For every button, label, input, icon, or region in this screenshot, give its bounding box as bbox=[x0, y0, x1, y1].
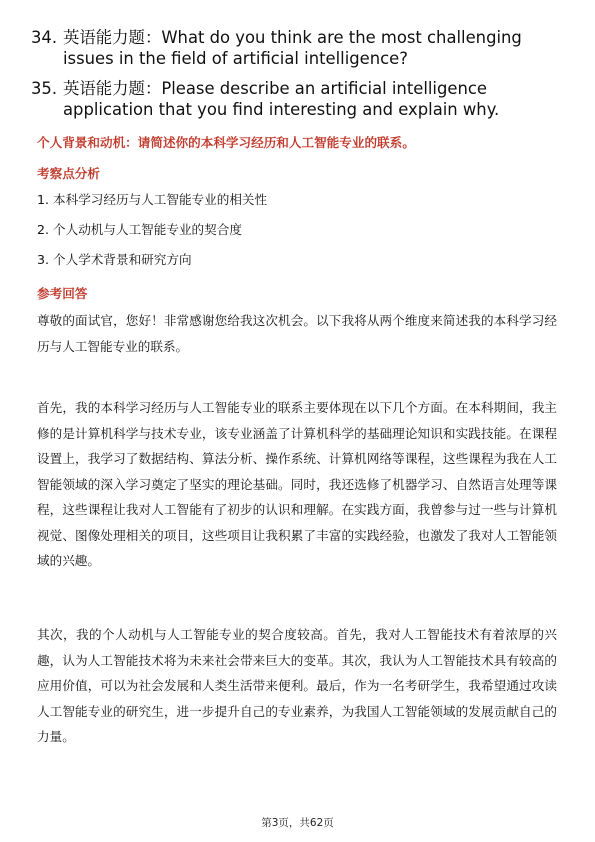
question-number: 34. bbox=[31, 28, 58, 47]
question-34 bbox=[31, 27, 561, 69]
answer-paragraph: 首先，我的本科学习经历与人工智能专业的联系主要体现在以下几个方面。在本科期间，我主修的是计算机科学与技术专业，该专业涵盖了计算机科学的基础理论知识和实践技能。在课程设置上，我学习了数据结构、算法分析、操作系统、计算机网络等课程，这些课程为我在人工智能领域的深入学习奠定了坚实的理论基础。同时，我还选修了机器学习、自然语言处理等课程，这些课程让我对人工智能有了初步的认识和理解。在实践方面，我曾参与过一些与计算机视觉、图像处理相关的项目，这些项目让我积累了丰富的实践经验，也激发了我对人工智能领域的兴趣。 bbox=[37, 400, 557, 568]
question-text: 英语能力题：What do you think are the most challenging issues in the field of artificial intelligence? bbox=[63, 28, 522, 68]
section-title: 个人背景和动机：请简述你的本科学习经历和人工智能专业的联系。 bbox=[37, 135, 415, 150]
question-text: 英语能力题：Please describe an artificial intelligence application that you find interesting and explain why. bbox=[63, 79, 500, 119]
analysis-point: 3. 个人学术背景和研究方向 bbox=[37, 252, 192, 267]
question-number: 35. bbox=[31, 79, 58, 98]
answer-paragraph: 其次，我的个人动机与人工智能专业的契合度较高。首先，我对人工智能技术有着浓厚的兴趣，认为人工智能技术将为未来社会带来巨大的变革。其次，我认为人工智能技术具有较高的应用价值，可以为社会发展和人类生活带来便利。最后，作为一名考研学生，我希望通过攻读人工智能专业的研究生，进一步提升自己的专业素养，为我国人工智能领域的发展贡献自己的力量。 bbox=[37, 627, 557, 744]
analysis-point: 1. 本科学习经历与人工智能专业的相关性 bbox=[37, 192, 268, 207]
answer-paragraph: 尊敬的面试官，您好！非常感谢您给我这次机会。以下我将从两个维度来简述我的本科学习经历与人工智能专业的联系。 bbox=[37, 313, 557, 354]
question-35 bbox=[31, 78, 561, 120]
reference-answer-heading: 参考回答 bbox=[37, 286, 88, 301]
page-footer: 第3页，共62页 bbox=[261, 817, 334, 829]
analysis-point: 2. 个人动机与人工智能专业的契合度 bbox=[37, 222, 242, 237]
analysis-heading: 考察点分析 bbox=[37, 166, 100, 181]
